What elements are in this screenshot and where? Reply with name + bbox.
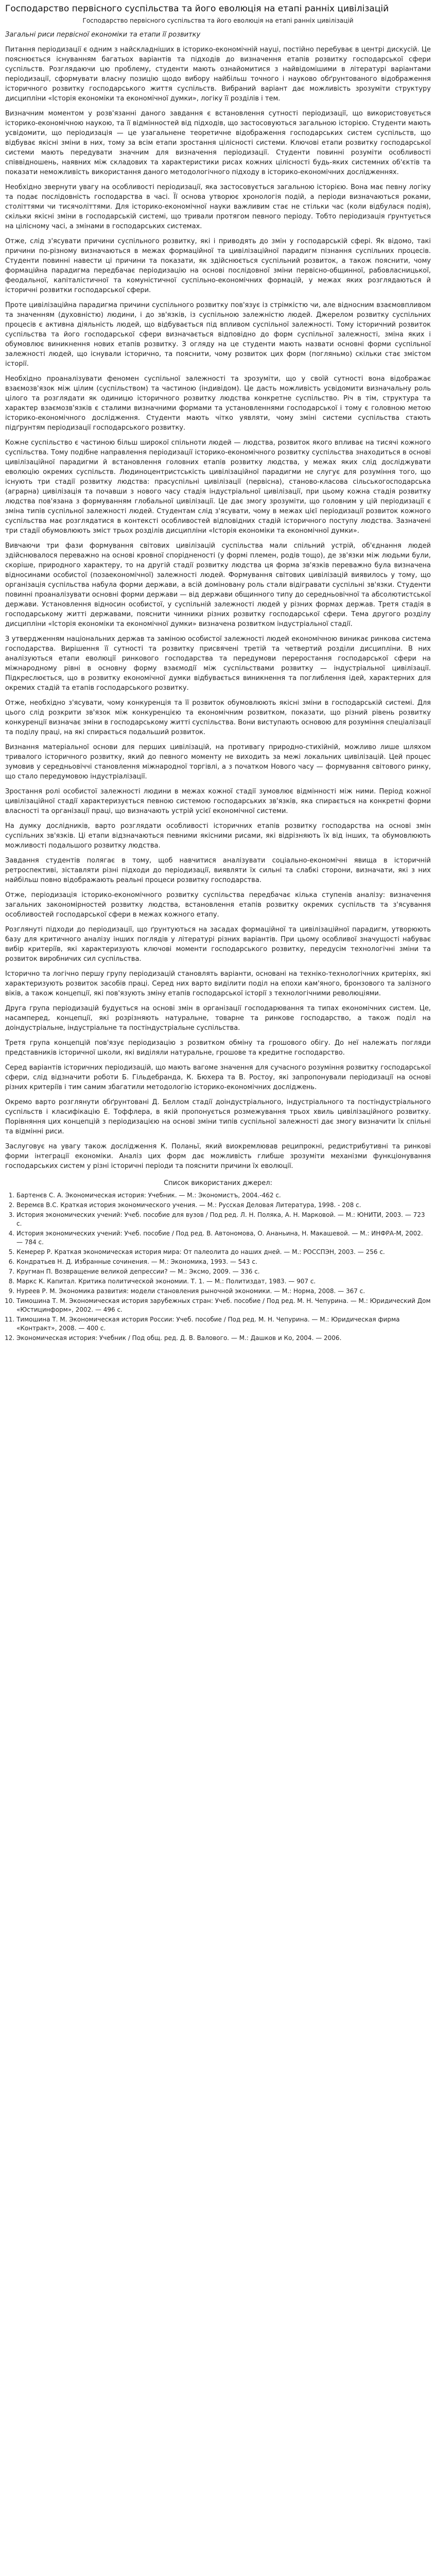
page-title: Господарство первісного суспільства та його еволюція на етапі ранніх цивілізацій bbox=[5, 4, 389, 14]
reference-item: 1. Бартенєв С. А. Экономическая история: Учебник. — М.: Экономистъ, 2004.-462 с. bbox=[16, 1191, 431, 1200]
paragraph: Друга група періодизацій будується на основі змін в організації господарювання та типах економічних систем. Це, насамперед, концепції, які розрізняють натуральне, товарне та ринкове господарство, а також поділ на доіндустріальне, індустріальне та постіндустріальне суспільства. bbox=[5, 1005, 431, 1032]
reference-item: 3. История экономических учений: Учеб. пособие для вузов / Под ред. Л. Н. Поляка, А. Н. Марковой. — М.: ЮНИТИ, 2003. — 723 с. bbox=[16, 1211, 431, 1228]
reference-item: 5. Кемерер Р. Краткая экономическая история мира: От палеолита до наших дней. — М.: РОССПЭН, 2003. — 256 с. bbox=[16, 1248, 431, 1257]
reference-item: 8. Маркс К. Капитал. Критика политической экономии. Т. 1. — М.: Политиздат, 1983. — 907 с. bbox=[16, 1277, 431, 1286]
paragraph: Необхідно звернути увагу на особливості періодизації, яка застосовується загальною історією. Вона має певну логіку та подає послідовність господарства в часі. Її основа утворює хронологія подій, а періоди визначаються роками, століттями чи тисячоліттями. Для історико-економічної науки важливим стає не стільки час (коли відбулася подія), скільки якісні зміни в господарській системі, що тривали протягом певного періоду. Тобто періодизація ґрунтується на цілісному часі, а змінами в господарських системах. bbox=[5, 183, 431, 230]
paragraph: Визначним моментом у розв'язанні даного завдання є встановлення сутності періодизації, що використовується історико-економічною наукою, та її відмінностей від підходів, що застосовуються загальною історією. Студенти мають усвідомити, що періодизація — це узагальнене теоретичне відображення господарських систем суспільств, що відбуває якісні зміни в них, тому за всім етапи зростання цілісності системи. Ключові етапи розвитку господарської системи мають передувати значним для визначення періодизації. Студенти повинні розуміти особливості співвідношень, наявних між складових та характеристики рисах кожних цілісності будь-яких системних об'єктів та показати неможливість використання даного методологічного підходу в історико-економічних дослідженнях. bbox=[5, 110, 431, 176]
references-heading: Список використаних джерел: bbox=[164, 1179, 272, 1187]
reference-item: 12. Экономическая история: Учебник / Под общ. ред. Д. В. Валового. — М.: Дашков и Ко, 2004. — 2006. bbox=[16, 1334, 431, 1343]
reference-item: 4. История экономических учений: Учеб. пособие / Под ред. В. Автономова, О. Ананьина, Н. Макашевой. — М.: ИНФРА-М, 2002. — 784 с. bbox=[16, 1229, 431, 1247]
reference-item: 11. Тимошина Т. М. Экономическая история России: Учеб. пособие / Под ред. М. Н. Чепурина. — М.: Юридическая фирма «Контракт», 2008. — 400 с. bbox=[16, 1315, 431, 1333]
paragraph: З утвердженням національних держав та заміною особистої залежності людей економічною виникає ринкова система господарства. Вирішення її сутності та розвитку присвячені третій та четвертий розділи дисципліни. В них аналізуються етапи еволюції ринкового господарства та передумови переростання господарської сфери на міжнародному рівні в основну форму взаємодії між суспільствами розвитку — індустріальної цивілізації. Підкреслюється, що в розвитку економічної думки відбувається виникнення та поглиблення ідей, характерних для окремих стадій та етапів господарського розвитку. bbox=[5, 635, 431, 692]
paragraph: Отже, необхідно з'ясувати, чому конкуренція та її розвиток обумовлюють якісні зміни в господарській системі. Для цього слід розкрити зв'язок між конкуренцією та економічним розвитком, показати, що різний рівень розвитку конкуренції визначає зміни в господарському житті суспільства. Вони виступають основою для розуміння спеціалізації та поділу праці, на які спирається подальший розвиток. bbox=[5, 699, 431, 736]
reference-item: 6. Кондратьев Н. Д. Избранные сочинения. — М.: Экономика, 1993. — 543 с. bbox=[16, 1258, 431, 1266]
reference-item: 9. Нуреев Р. М. Экономика развития: модели становления рыночной экономики. — М.: Норма, 2008. — 367 с. bbox=[16, 1287, 431, 1296]
section-heading: Загальні риси первісної економіки та етапи її розвитку bbox=[5, 31, 201, 39]
paragraph: На думку дослідників, варто розглядати особливості історичних етапів розвитку господарства на основі змін суспільних зв'язків. Ці етапи відзначаються певними якісними рисами, які відрізняють їх від інших, та обумовлюють можливості подальшого розвитку людства. bbox=[5, 822, 431, 850]
references-list bbox=[5, 1191, 431, 1343]
reference-item: 10. Тимошина Т. М. Экономическая история зарубежных стран: Учеб. пособие / Под ред. М. Н. Чепурина. — М.: Юридический Дом «Юстицинформ», 2002. — 496 с. bbox=[16, 1297, 431, 1314]
paragraph: Розглянуті підходи до періодизації, що ґрунтуються на засадах формаційної та цивілізаційної парадигм, утворюють базу для критичного аналізу інших поглядів у літературі різних варіантів. При цьому особливої значущості набуває вибір критеріїв, які характеризують ключові моменти господарського розвитку, передусім технологічні зміни та розвиток виробничих сил суспільства. bbox=[5, 926, 431, 963]
paragraph: Отже, періодизація історико-економічного розвитку суспільства передбачає кілька ступенів аналізу: визначення загальних закономірностей розвитку людства, встановлення етапів розвитку окремих суспільств та з'ясування особливостей господарської сфери в межах кожного етапу. bbox=[5, 891, 431, 919]
paragraph: Третя група концепцій пов'язує періодизацію з розвитком обміну та грошового обігу. До неї належать погляди представників історичної школи, які виділяли натуральне, грошове та кредитне господарство. bbox=[5, 1039, 431, 1057]
reference-item: 2. Веремєв В.С. Краткая история экономического учения. — М.: Русская Деловая Литература, 1998. - 208 с. bbox=[16, 1201, 431, 1210]
paragraph: Окремо варто розглянути обґрунтовані Д. Беллом стадії доіндустріального, індустріального та постіндустріального суспільств і класифікацію Е. Тоффлера, в якій пропонується розмежування трьох хвиль цивілізаційного розвитку. Порівняння цих концепцій з періодизацією на основі зміни типів суспільної залежності дає змогу визначити їх спільні та відмінні риси. bbox=[5, 1098, 431, 1136]
paragraph: Зростання ролі особистої залежності людини в межах кожної стадії зумовлює відмінності між ними. Період кожної цивілізаційної стадії характеризується певною системою господарських зв'язків, яка спирається на конкретні форми власності та організації праці, що визначають устрій усієї економічної системи. bbox=[5, 788, 431, 815]
reference-item: 7. Кругман П. Возвращение великой депрессии? — М.: Эксмо, 2009. — 336 с. bbox=[16, 1267, 431, 1276]
paragraph: Заслуговує на увагу також дослідження К. Поланьї, який виокремлював реципрокні, редистрибутивні та ринкові форми інтеграції економіки. Аналіз цих форм дає можливість глибше зрозуміти механізми функціонування господарських систем у різні історичні періоди та пояснити причини їх еволюції. bbox=[5, 1143, 431, 1170]
paragraph: Питання періодизації є одним з найскладніших в історико-економічній науці, постійно перебуває в центрі дискусій. Це пояснюється існуванням багатьох варіантів та підходів до визначення етапів розвитку господарської сфери суспільств. Розглядаючи цю проблему, студенти мають ознайомитися з найвідомішими в літературі варіантами періодизації, сформувати власну позицію щодо вибору найбільш точного і науково обґрунтованого відображення історичного розвитку господарського життя суспільств. Вибраний варіант дає можливість зрозуміти структуру дисципліни «Історія економіки та економічної думки», логіку її розділів і тем. bbox=[5, 46, 431, 103]
paragraph: Вивчаючи три фази формування світових цивілізацій суспільства мали спільний устрій, об'єднання людей здійснювалося переважно на основі кровної спорідненості (у формі племен, родів тощо), де зв'язки між людьми були, скоріше, природного характеру, то на другій стадії розвитку людства ця форма зв'язків переважно була визначена відносинами особистої (позаекономічної) залежності людей. Формування світових цивілізацій виявилось у тому, що організація суспільства набула форми держави, а всій доміновану роль стали відігравати суспільні зв'язки. Студенти повинні проаналізувати основні форми держави — від держави общинного типу до середньовічної та абсолютистської держави. Установлення відносин особистої, у суспільній залежності людей у різних формах держав. Третя стадія в господарському житті державами, пояснити чинники різних розвитку господарської сфери. Тема другого розділу дисципліни «Історія економіки та економічної думки» визначена розвитком індустріальної стадії. bbox=[5, 542, 431, 628]
paragraph: Кожне суспільство є частиною більш широкої спільноти людей — людства, розвиток якого впливає на тисячі кожного суспільства. Тому подібне направлення періодизації історико-економічного розвитку суспільства знаходиться в основі цивілізаційної парадигми й встановлення головних етапів розвитку людства, у межах яких слід досліджувати еволюцію окремих суспільств. Людиноцентристськість цивілізаційної парадигми не слугує для розуміння того, що існують три стадії розвитку людства: прасуспільні цивілізації (первісна), станово-класова сільськогосподарська (аграрна) цивілізація та почавши з нового часу стадія індустріальної цивілізації, при цьому кожна стадія розвитку людства пов'язана з формуванням глобальної цивілізації. Це дає змогу зрозуміти, що головним у цій періодизації є зміна типів суспільної залежності людей. Студентам слід з'ясувати, чому в межах цієї періодизації розвиток кожного суспільства має розглядатися в контексті особливостей відповідних стадій історичного поступу людства. Зазначені три стадії обумовлюють зміст трьох розділів дисципліни «Історія економіки та економічної думки». bbox=[5, 439, 431, 535]
body-text bbox=[5, 45, 431, 1171]
paragraph: Історично та логічно першу групу періодизацій становлять варіанти, основані на техніко-технологічних критеріях, які характеризують розвиток засобів праці. Серед них варто виділити поділ на епохи кам'яного, бронзового та залізного віків, а також концепції, які пов'язують зміну етапів господарської історії з технологічними революціями. bbox=[5, 970, 431, 997]
document-caption: Господарство первісного суспільства та його еволюція на етапі ранніх цивілізацій bbox=[82, 17, 354, 24]
paragraph: Визнання матеріальної основи для перших цивілізацій, на противагу природно-стихійній, можливо лише шляхом тривалого історичного розвитку, який до певного моменту не виходить за межі локальних цивілізацій. Цей процес зумовив у середньовіччі становлення міжнародної торгівлі, а з початком Нового часу — формування світового ринку, що стало передумовою індустріалізації. bbox=[5, 743, 431, 781]
paragraph: Отже, слід з'ясувати причини суспільного розвитку, які і приводять до змін у господарській сфері. Як відомо, такі причини по-різному визначаються в межах формаційної та цивілізаційної парадигм пізнання суспільних процесів. Студенти повинні навести ці причини та показати, як здійснюється суспільний розвиток, а також пояснити, чому формаційна парадигма передбачає періодизацію на основі послідовної зміни первісно-общинної, рабовласницької, феодальної, капіталістичної та комуністичної суспільно-економічних формацій, у межах яких розглядаються й історичні розвитки господарської сфери. bbox=[5, 238, 431, 294]
paragraph: Необхідно проаналізувати феномен суспільної залежності та зрозуміти, що у своїй сутності вона відображає взаємозв'язок між цілим (суспільством) та частиною (індивідом). Це дасть можливість усвідомити визначальну роль цілого та розглядати як одиницю історичного розвитку людства конкретне суспільство. Річ в тім, структура та характер взаємозв'язків є сталими визначними формами та установленнями господарської і тому є головною метою історико-економічного дослідження. Студенти мають чітко уявляти, чому зміні системи суспільства стають підґрунтям періодизації господарського розвитку. bbox=[5, 375, 431, 432]
paragraph: Завдання студентів полягає в тому, щоб навчитися аналізувати соціально-економічні явища в історичній ретроспективі, зіставляти різні підходи до періодизації, виявляти їх сильні та слабкі сторони, визначати, які з них найбільш повно відображають реальні процеси розвитку господарства. bbox=[5, 857, 431, 884]
paragraph: Серед варіантів історичних періодизацій, що мають вагоме значення для сучасного розуміння розвитку господарської сфери, слід відзначити роботи Б. Гільдебранда, К. Бюхера та В. Ростоу, які запропонували періодизації на основі різних критеріїв і тим самим збагатили методологію історико-економічних досліджень. bbox=[5, 1064, 431, 1091]
paragraph: Проте цивілізаційна парадигма причини суспільного розвитку пов'язує із стрімкістю чи, але відносним взаємовпливом та значенням (духовністю) людини, і до зв'язків, із суспільною залежністю людей. Джерелом розвитку суспільних процесів є активна діяльність людей, що відбувається під впливом суспільної залежності. Тому історичний розвиток суспільства та його господарської сфери визначається відповідно до форм суспільної залежності, зміна яких і обумовлює виникнення нових етапів розвитку. З огляду на це студенти мають назвати основні форми суспільної залежності людей, що існували історично, та пояснити, чому розвиток цих форм (погляньмо) скільки стає змістом історії. bbox=[5, 301, 431, 368]
